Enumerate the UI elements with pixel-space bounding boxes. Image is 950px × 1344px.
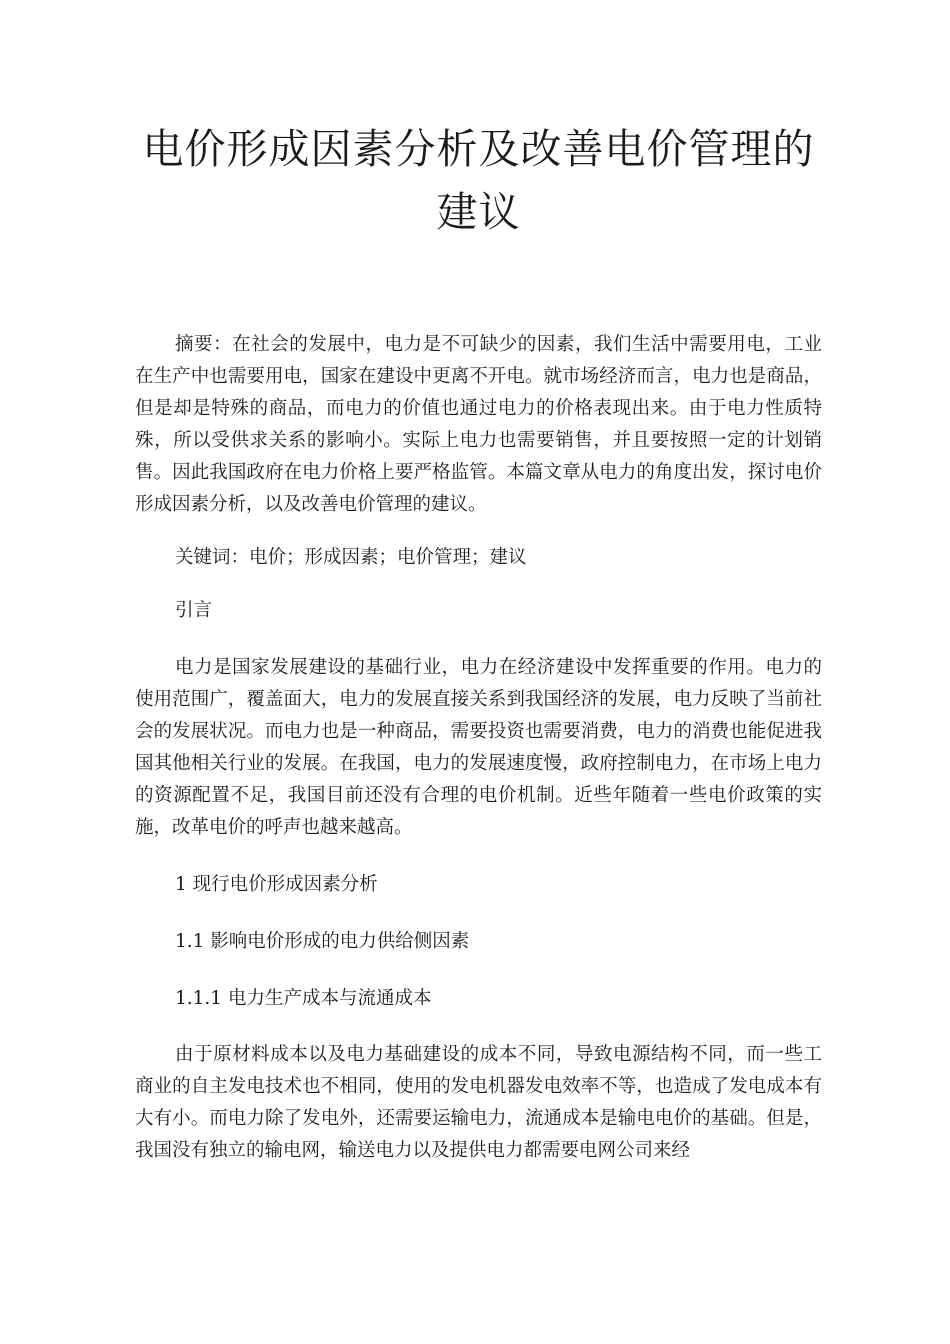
paragraph-1-1-1: 由于原材料成本以及电力基础建设的成本不同，导致电源结构不同，而一些工商业的自主发电技术也不相同，使用的发电机器发电效率不等，也造成了发电成本有大有小。而电力除了发电外，还需要运输电力，流通成本是输电电价的基础。但是，我国没有独立的输电网，输送电力以及提供电力都需要电网公司来经 [135, 1044, 822, 1161]
document-title: 电价形成因素分析及改善电价管理的建议 [142, 125, 815, 236]
abstract-paragraph: 摘要：在社会的发展中，电力是不可缺少的因素，我们生活中需要用电，工业在生产中也需要用电，国家在建设中更离不开电。就市场经济而言，电力也是商品，但是却是特殊的商品，而电力的价值也通过电力的价格表现出来。由于电力性质特殊，所以受供求关系的影响小。实际上电力也需要销售，并且要按照一定的计划销售。因此我国政府在电力价格上要严格监管。本篇文章从电力的角度出发，探讨电价形成因素分析，以及改善电价管理的建议。 [135, 334, 822, 515]
section-heading-1: 1 现行电价形成因素分析 [175, 874, 378, 895]
section-heading-1-1: 1.1 影响电价形成的电力供给侧因素 [175, 931, 470, 952]
intro-heading: 引言 [175, 600, 213, 621]
section-heading-1-1-1: 1.1.1 电力生产成本与流通成本 [175, 988, 432, 1009]
keywords-line: 关键词：电价；形成因素；电价管理；建议 [175, 547, 527, 568]
intro-paragraph: 电力是国家发展建设的基础行业，电力在经济建设中发挥重要的作用。电力的使用范围广，覆盖面大，电力的发展直接关系到我国经济的发展，电力反映了当前社会的发展状况。而电力也是一种商品，需要投资也需要消费，电力的消费也能促进我国其他相关行业的发展。在我国，电力的发展速度慢，政府控制电力，在市场上电力的资源配置不足，我国目前还没有合理的电价机制。近些年随着一些电价政策的实施，改革电价的呼声也越来越高。 [135, 657, 822, 838]
document-body [135, 329, 822, 1167]
